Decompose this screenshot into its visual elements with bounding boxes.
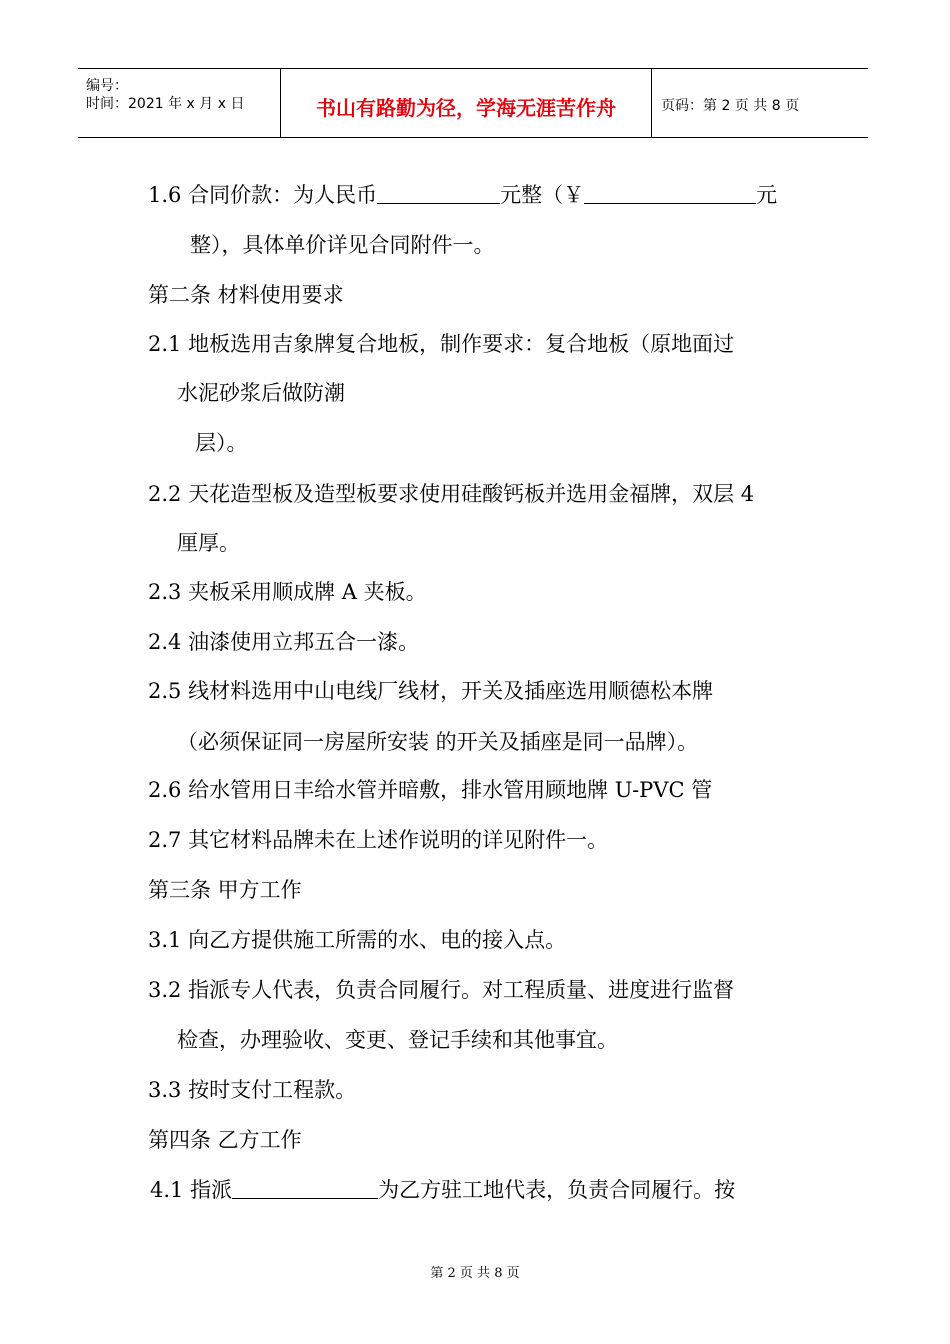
motto: 书山有路勤为径，学海无涯苦作舟 (316, 96, 616, 120)
clause-2-5-line-2: （必须保证同一房屋所安装 的开关及插座是同一品牌）。 (177, 730, 699, 754)
clause-text: 元整（￥ (500, 183, 585, 207)
clause-3-1: 3.1 向乙方提供施工所需的水、电的接入点。 (148, 928, 567, 952)
serial-number-label: 编号： (86, 78, 128, 94)
clause-2-5-line-1: 2.5 线材料选用中山电线厂线材，开关及插座选用顺德松本牌 (148, 679, 714, 703)
clause-4-1 (150, 1177, 735, 1203)
article-3-heading: 第三条 甲方工作 (148, 878, 302, 902)
clause-1-6-line-2: 整），具体单价详见合同附件一。 (190, 233, 495, 257)
clause-2-6: 2.6 给水管用日丰给水管并暗敷，排水管用顾地牌 U-PVC 管 (148, 778, 713, 802)
clause-2-1-line-2: 水泥砂浆后做防潮 (177, 381, 345, 405)
clause-2-7: 2.7 其它材料品牌未在上述作说明的详见附件一。 (148, 828, 609, 852)
clause-1-6-line-1 (148, 182, 777, 208)
clause-2-3: 2.3 夹板采用顺成牌 A 夹板。 (148, 580, 427, 604)
clause-3-2-line-2: 检查，办理验收、变更、登记手续和其他事宜。 (177, 1028, 618, 1052)
clause-2-2-line-1: 2.2 天花造型板及造型板要求使用硅酸钙板并选用金福牌，双层 4 (148, 482, 755, 506)
header-page-number: 页码：第 2 页 共 8 页 (661, 98, 800, 114)
header-meta-cell (78, 69, 281, 137)
footer-page-number: 第 2 页 共 8 页 (430, 1266, 520, 1281)
article-2-heading: 第二条 材料使用要求 (148, 283, 344, 307)
clause-2-4: 2.4 油漆使用立邦五合一漆。 (148, 630, 420, 654)
clause-2-1-line-3: 层）。 (195, 431, 248, 455)
clause-text: 4.1 指派 (150, 1178, 233, 1202)
price-blank (377, 183, 500, 204)
clause-2-2-line-2: 厘厚。 (177, 531, 240, 555)
clause-3-3: 3.3 按时支付工程款。 (148, 1078, 357, 1102)
article-4-heading: 第四条 乙方工作 (148, 1128, 302, 1152)
clause-text: 为乙方驻工地代表，负责合同履行。按 (378, 1178, 736, 1202)
header-motto-cell (281, 69, 652, 137)
representative-blank (232, 1178, 378, 1199)
clause-2-1-line-1: 2.1 地板选用吉象牌复合地板，制作要求：复合地板（原地面过 (148, 332, 735, 356)
date-label: 时间：2021 年 x 月 x 日 (86, 96, 245, 112)
clause-text: 元 (756, 183, 778, 207)
header-page-cell (652, 69, 868, 137)
clause-3-2-line-1: 3.2 指派专人代表，负责合同履行。对工程质量、进度进行监督 (148, 978, 735, 1002)
document-header (78, 68, 868, 138)
price-number-blank (584, 183, 756, 204)
clause-text: 1.6 合同价款：为人民币 (148, 183, 378, 207)
